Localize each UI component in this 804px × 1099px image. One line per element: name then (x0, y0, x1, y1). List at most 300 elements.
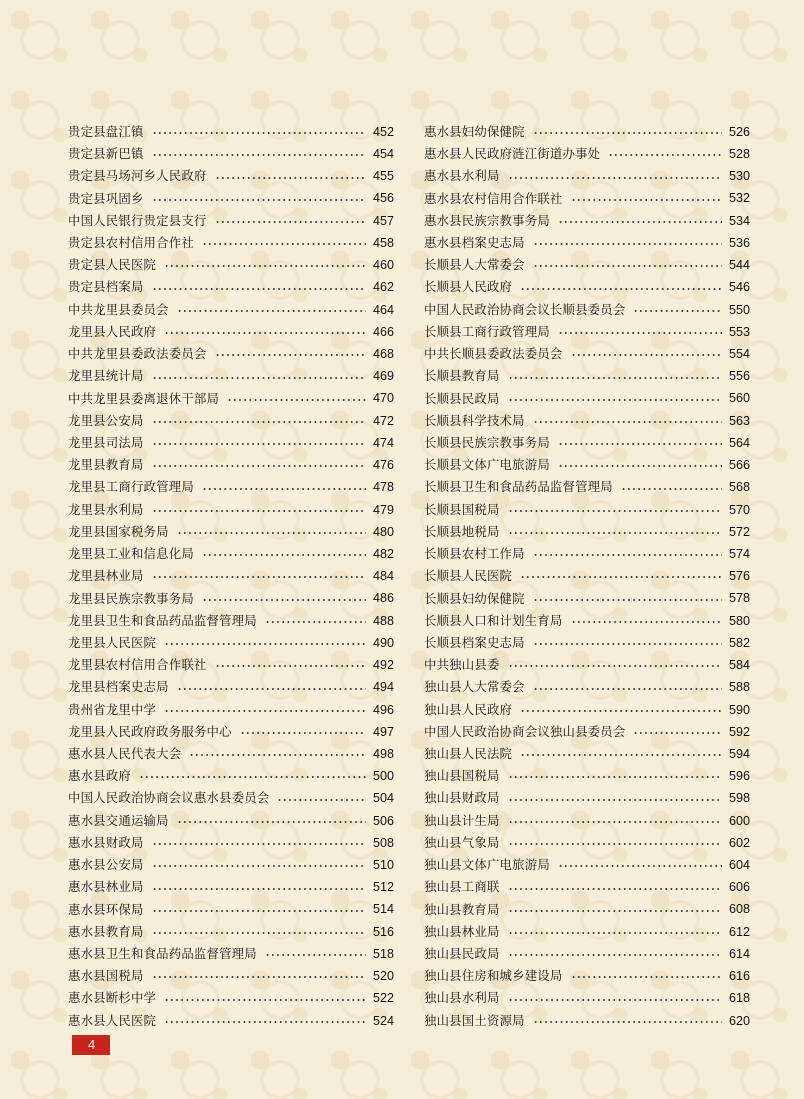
dot-leader (215, 354, 367, 356)
toc-entry[interactable] (68, 810, 394, 832)
toc-entry-title: 惠水县交通运输局 (68, 812, 169, 828)
toc-entry-page: 455 (372, 169, 394, 184)
toc-entry-title: 长顺县国税局 (424, 501, 500, 517)
toc-entry[interactable] (424, 988, 750, 1010)
toc-entry-title: 贵定县新巴镇 (68, 146, 144, 162)
dot-leader (558, 332, 722, 334)
toc-entry-page: 460 (372, 258, 394, 273)
toc-entry-page: 556 (728, 369, 750, 384)
toc-entry-title: 中国人民银行贵定县支行 (68, 212, 207, 228)
toc-entry-title: 惠水县公安局 (68, 857, 144, 873)
dot-leader (152, 888, 366, 890)
toc-entry-page: 616 (728, 969, 750, 984)
toc-entry[interactable] (68, 743, 394, 765)
toc-entry-page: 546 (728, 280, 750, 295)
toc-entry-title: 独山县人民法院 (424, 746, 513, 762)
toc-entry[interactable] (68, 899, 394, 921)
dot-leader (520, 288, 722, 290)
toc-entry[interactable] (68, 943, 394, 965)
toc-entry-page: 578 (728, 591, 750, 606)
toc-entry-title: 长顺县农村工作局 (424, 546, 525, 562)
toc-entry[interactable] (424, 810, 750, 832)
toc-entry-page: 474 (372, 435, 394, 450)
toc-entry[interactable] (424, 299, 750, 321)
toc-entry[interactable] (68, 721, 394, 743)
toc-entry-title: 贵定县马场河乡人民政府 (68, 168, 207, 184)
toc-entry-title: 独山县民政局 (424, 946, 500, 961)
toc-entry-title: 龙里县人民政府政务服务中心 (68, 723, 232, 739)
toc-entry-page: 620 (728, 1013, 750, 1028)
toc-entry-title: 独山县国土资源局 (424, 1012, 525, 1028)
toc-entry[interactable] (424, 676, 750, 698)
toc-entry-page: 454 (372, 147, 394, 162)
toc-entry[interactable] (68, 610, 394, 632)
toc-entry-page: 584 (728, 658, 750, 673)
toc-entry-title: 龙里县工业和信息化局 (68, 546, 194, 562)
toc-entry[interactable] (424, 965, 750, 987)
toc-entry-page: 618 (728, 991, 750, 1006)
toc-entry[interactable] (68, 410, 394, 432)
toc-entry-title: 长顺县文体广电旅游局 (424, 457, 550, 473)
toc-entry-title: 中国人民政治协商会议独山县委员会 (424, 723, 626, 739)
toc-entry-page: 464 (372, 302, 394, 317)
toc-entry-page: 612 (728, 924, 750, 939)
toc-entry-page: 534 (728, 213, 750, 228)
toc-entry-page: 469 (372, 369, 394, 384)
toc-entry-title: 长顺县工商行政管理局 (424, 323, 550, 339)
dot-leader (202, 599, 366, 601)
dot-leader (164, 332, 366, 334)
toc-entry[interactable] (424, 854, 750, 876)
toc-entry-title: 龙里县林业局 (68, 568, 144, 584)
toc-entry-title: 长顺县民族宗教事务局 (424, 434, 550, 450)
toc-entry-page: 482 (372, 546, 394, 561)
toc-entry[interactable] (424, 543, 750, 565)
dot-leader (533, 265, 722, 267)
toc-entry-page: 563 (728, 413, 750, 428)
toc-entry-title: 独山县人民政府 (424, 701, 513, 717)
toc-entry-page: 572 (728, 524, 750, 539)
toc-entry-page: 479 (372, 502, 394, 517)
toc-entry-title: 龙里县水利局 (68, 501, 144, 517)
toc-entry[interactable] (68, 299, 394, 321)
toc-entry[interactable] (68, 699, 394, 721)
dot-leader (571, 199, 723, 201)
toc-entry-title: 惠水县民族宗教事务局 (424, 212, 550, 228)
toc-entry-page: 516 (372, 924, 394, 939)
toc-entry-title: 惠水县水利局 (424, 168, 500, 184)
toc-entry-title: 长顺县地税局 (424, 523, 500, 539)
toc-entry-title: 中国人民政治协商会议惠水县委员会 (68, 790, 270, 806)
dot-leader (508, 888, 722, 890)
toc-entry[interactable] (68, 343, 394, 365)
dot-leader (164, 999, 366, 1001)
toc-entry-page: 470 (372, 391, 394, 406)
dot-leader (621, 488, 722, 490)
toc-entry-page: 536 (728, 235, 750, 250)
toc-entry-page: 576 (728, 569, 750, 584)
toc-entry-page: 514 (372, 902, 394, 917)
toc-entry[interactable] (424, 143, 750, 165)
toc-entry-title: 独山县水利局 (424, 990, 500, 1006)
toc-entry[interactable] (68, 965, 394, 987)
dot-leader (508, 665, 722, 667)
toc-entry-page: 580 (728, 613, 750, 628)
dot-leader (558, 865, 722, 867)
toc-entry[interactable] (424, 410, 750, 432)
toc-entry-title: 中共龙里县委政法委员会 (68, 346, 207, 362)
dot-leader (152, 199, 366, 201)
dot-leader (633, 732, 722, 734)
toc-entry[interactable] (68, 477, 394, 499)
dot-leader (520, 754, 722, 756)
toc-entry-page: 488 (372, 613, 394, 628)
toc-entry[interactable] (68, 388, 394, 410)
toc-entry-title: 贵定县档案局 (68, 279, 144, 295)
toc-entry-title: 龙里县司法局 (68, 434, 144, 450)
toc-entry[interactable] (424, 588, 750, 610)
toc-entry[interactable] (68, 676, 394, 698)
dot-leader (139, 776, 366, 778)
toc-entry[interactable] (424, 121, 750, 143)
toc-entry-title: 龙里县民族宗教事务局 (68, 590, 194, 606)
toc-entry-page: 500 (372, 769, 394, 784)
toc-entry[interactable] (68, 143, 394, 165)
toc-entry-title: 龙里县人民政府 (68, 323, 157, 339)
dot-leader (177, 310, 366, 312)
dot-leader (265, 954, 366, 956)
toc-entry-title: 长顺县民政局 (424, 390, 500, 406)
toc-entry-title: 独山县林业局 (424, 923, 500, 939)
toc-entry-title: 贵定县盘江镇 (68, 123, 144, 139)
toc-entry-title: 惠水县档案史志局 (424, 235, 525, 250)
toc-entry-page: 528 (728, 147, 750, 162)
toc-entry[interactable] (424, 943, 750, 965)
toc-entry-title: 长顺县人口和计划生育局 (424, 612, 563, 628)
toc-entry[interactable] (424, 343, 750, 365)
toc-entry-page: 518 (372, 946, 394, 961)
toc-entry[interactable] (424, 876, 750, 898)
toc-entry[interactable] (424, 254, 750, 276)
dot-leader (215, 177, 367, 179)
toc-entry-title: 惠水县国税局 (68, 968, 144, 984)
toc-entry-title: 独山县文体广电旅游局 (424, 857, 550, 873)
toc-entry-title: 独山县住房和城乡建设局 (424, 968, 563, 984)
dot-leader (508, 910, 722, 912)
toc-entry-title: 惠水县政府 (68, 768, 131, 784)
toc-entry[interactable] (424, 610, 750, 632)
dot-leader (633, 310, 722, 312)
toc-entry-title: 惠水县环保局 (68, 901, 144, 917)
toc-entry[interactable] (68, 165, 394, 187)
toc-entry[interactable] (424, 165, 750, 187)
toc-entry[interactable] (424, 277, 750, 299)
dot-leader (533, 599, 722, 601)
dot-leader (177, 821, 366, 823)
dot-leader (508, 532, 722, 534)
toc-entry-page: 532 (728, 191, 750, 206)
dot-leader (508, 799, 722, 801)
toc-entry[interactable] (424, 565, 750, 587)
toc-entry[interactable] (424, 188, 750, 210)
dot-leader (520, 710, 722, 712)
toc-entry-title: 长顺县人大常委会 (424, 257, 525, 273)
toc-entry[interactable] (424, 899, 750, 921)
toc-entry[interactable] (424, 210, 750, 232)
dot-leader (508, 821, 722, 823)
toc-entry-page: 606 (728, 880, 750, 895)
toc-entry-title: 龙里县统计局 (68, 368, 144, 384)
dot-leader (152, 932, 366, 934)
dot-leader (152, 377, 366, 379)
toc-entry-page: 604 (728, 858, 750, 873)
toc-entry[interactable] (424, 788, 750, 810)
dot-leader (164, 710, 366, 712)
toc-entry-page: 544 (728, 258, 750, 273)
toc-entry-page: 598 (728, 791, 750, 806)
toc-entry[interactable] (68, 521, 394, 543)
toc-entry-title: 龙里县人民医院 (68, 634, 157, 650)
toc-entry[interactable] (424, 721, 750, 743)
toc-entry-title: 独山县工商联 (424, 879, 500, 895)
toc-entry[interactable] (424, 743, 750, 765)
toc-entry-page: 486 (372, 591, 394, 606)
dot-leader (265, 621, 366, 623)
toc-entry[interactable] (424, 432, 750, 454)
toc-left-column (68, 121, 394, 1032)
toc-entry-page: 476 (372, 458, 394, 473)
toc-entry[interactable] (424, 1010, 750, 1032)
dot-leader (152, 465, 366, 467)
toc-entry[interactable] (68, 988, 394, 1010)
toc-entry-page: 492 (372, 658, 394, 673)
toc-entry-title: 独山县财政局 (424, 790, 500, 806)
dot-leader (152, 976, 366, 978)
toc-entry-title: 贵定县巩固乡 (68, 190, 144, 206)
dot-leader (152, 288, 366, 290)
toc-entry[interactable] (424, 921, 750, 943)
dot-leader (215, 665, 367, 667)
toc-entry-page: 550 (728, 302, 750, 317)
toc-entry[interactable] (68, 854, 394, 876)
toc-entry-title: 中共龙里县委离退休干部局 (68, 390, 220, 406)
dot-leader (508, 932, 722, 934)
toc-entry-page: 458 (372, 235, 394, 250)
toc-entry-page: 570 (728, 502, 750, 517)
toc-entry-page: 468 (372, 347, 394, 361)
toc-entry[interactable] (424, 832, 750, 854)
dot-leader (533, 688, 722, 690)
toc-entry-title: 长顺县卫生和食品药品监督管理局 (424, 479, 613, 495)
toc-entry[interactable] (68, 921, 394, 943)
toc-entry[interactable] (424, 521, 750, 543)
toc-entry[interactable] (424, 477, 750, 499)
toc-entry[interactable] (424, 499, 750, 521)
toc-entry[interactable] (424, 232, 750, 254)
dot-leader (202, 488, 366, 490)
dot-leader (240, 732, 366, 734)
toc-entry-title: 贵定县人民医院 (68, 257, 157, 273)
dot-leader (152, 443, 366, 445)
toc-entry[interactable] (68, 499, 394, 521)
toc-entry-page: 564 (728, 435, 750, 450)
toc-entry-title: 中共长顺县委政法委员会 (424, 346, 563, 362)
dot-leader (571, 354, 723, 356)
toc-entry-page: 588 (728, 680, 750, 695)
toc-entry-page: 456 (372, 191, 394, 206)
toc-entry-page: 614 (728, 946, 750, 961)
dot-leader (508, 377, 722, 379)
toc-entry[interactable] (68, 432, 394, 454)
toc-entry[interactable] (68, 210, 394, 232)
dot-leader (558, 221, 722, 223)
toc-entry-page: 504 (372, 791, 394, 806)
toc-entry[interactable] (68, 632, 394, 654)
toc-entry[interactable] (424, 365, 750, 387)
dot-leader (152, 843, 366, 845)
toc-entry-page: 510 (372, 858, 394, 873)
toc-entry[interactable] (424, 699, 750, 721)
toc-entry-title: 独山县气象局 (424, 834, 500, 850)
toc-entry-title: 惠水县人民代表大会 (68, 746, 182, 762)
toc-entry-page: 554 (728, 347, 750, 361)
toc-entry-title: 龙里县国家税务局 (68, 523, 169, 539)
toc-entry-title: 惠水县农村信用合作联社 (424, 190, 563, 206)
toc-entry-title: 长顺县妇幼保健院 (424, 590, 525, 606)
dot-leader (189, 754, 366, 756)
toc-entry-page: 462 (372, 280, 394, 295)
toc-entry-page: 480 (372, 524, 394, 539)
toc-entry-page: 457 (372, 213, 394, 228)
toc-entry-title: 独山县国税局 (424, 768, 500, 784)
dot-leader (533, 643, 722, 645)
toc-entry-title: 惠水县人民政府涟江街道办事处 (424, 146, 601, 162)
toc-right-column (424, 121, 750, 1032)
toc-entry-page: 600 (728, 813, 750, 828)
toc-entry-page: 494 (372, 680, 394, 695)
toc-entry-page: 566 (728, 458, 750, 473)
dot-leader (508, 843, 722, 845)
toc-entry[interactable] (68, 277, 394, 299)
dot-leader (508, 999, 722, 1001)
toc-entry[interactable] (68, 232, 394, 254)
toc-entry[interactable] (424, 632, 750, 654)
toc-entry-title: 惠水县财政局 (68, 834, 144, 850)
toc-entry[interactable] (68, 365, 394, 387)
toc-entry-page: 496 (372, 702, 394, 717)
toc-entry[interactable] (424, 654, 750, 676)
toc-entry[interactable] (68, 321, 394, 343)
toc-entry-title: 惠水县断杉中学 (68, 990, 157, 1006)
dot-leader (508, 177, 722, 179)
toc-entry-title: 龙里县农村信用合作联社 (68, 657, 207, 673)
toc-entry-title: 长顺县教育局 (424, 368, 500, 384)
dot-leader (202, 554, 366, 556)
toc-entry-title: 中国人民政治协商会议长顺县委员会 (424, 301, 626, 317)
toc-entry-page: 590 (728, 702, 750, 717)
dot-leader (508, 954, 722, 956)
toc-entry-title: 惠水县林业局 (68, 879, 144, 895)
toc-entry-title: 龙里县公安局 (68, 412, 144, 428)
toc-entry-title: 贵定县农村信用合作社 (68, 235, 194, 250)
toc-entry[interactable] (68, 876, 394, 898)
toc-entry-title: 龙里县教育局 (68, 457, 144, 473)
dot-leader (608, 154, 722, 156)
dot-leader (508, 510, 722, 512)
toc-entry[interactable] (68, 1010, 394, 1032)
toc-entry-page: 508 (372, 835, 394, 850)
toc-entry-page: 560 (728, 391, 750, 406)
toc-entry[interactable] (68, 254, 394, 276)
toc-entry-title: 龙里县工商行政管理局 (68, 479, 194, 495)
toc-entry-page: 526 (728, 124, 750, 139)
toc-entry[interactable] (424, 388, 750, 410)
toc-entry-title: 惠水县妇幼保健院 (424, 123, 525, 139)
dot-leader (277, 799, 366, 801)
dot-leader (152, 865, 366, 867)
toc-entry[interactable] (68, 454, 394, 476)
dot-leader (508, 776, 722, 778)
page-number-badge (72, 1035, 110, 1055)
toc-entry[interactable] (424, 454, 750, 476)
dot-leader (164, 643, 366, 645)
dot-leader (558, 465, 722, 467)
toc-entry-page: 520 (372, 969, 394, 984)
toc-entry-title: 中共独山县委 (424, 657, 500, 673)
dot-leader (533, 132, 722, 134)
toc-entry[interactable] (68, 588, 394, 610)
dot-leader (215, 221, 367, 223)
toc-entry[interactable] (424, 765, 750, 787)
toc-entry-title: 独山县人大常委会 (424, 679, 525, 695)
toc-entry-title: 长顺县科学技术局 (424, 412, 525, 428)
toc-entry-page: 490 (372, 635, 394, 650)
toc-entry-page: 466 (372, 324, 394, 339)
toc-entry[interactable] (68, 543, 394, 565)
dot-leader (164, 265, 366, 267)
toc-entry[interactable] (68, 654, 394, 676)
toc-entry-page: 478 (372, 480, 394, 495)
toc-entry-title: 中共龙里县委员会 (68, 301, 169, 317)
dot-leader (152, 421, 366, 423)
toc-entry[interactable] (68, 788, 394, 810)
toc-entry-page: 512 (372, 880, 394, 895)
dot-leader (202, 243, 366, 245)
toc-entry[interactable] (68, 832, 394, 854)
dot-leader (508, 399, 722, 401)
toc-entry-page: 574 (728, 546, 750, 561)
toc-entry-page: 497 (372, 724, 394, 739)
toc-entry[interactable] (68, 121, 394, 143)
toc-entry-title: 贵州省龙里中学 (68, 701, 157, 717)
page-number: 4 (88, 1037, 96, 1052)
dot-leader (152, 132, 366, 134)
dot-leader (152, 910, 366, 912)
toc-entry[interactable] (68, 765, 394, 787)
toc-entry-page: 592 (728, 724, 750, 739)
toc-entry-title: 惠水县人民医院 (68, 1012, 157, 1028)
toc-entry-title: 惠水县卫生和食品药品监督管理局 (68, 946, 257, 961)
toc-entry-title: 龙里县档案史志局 (68, 679, 169, 695)
toc-entry[interactable] (424, 321, 750, 343)
toc-entry[interactable] (68, 188, 394, 210)
dot-leader (533, 421, 722, 423)
dot-leader (571, 976, 723, 978)
toc-entry-page: 608 (728, 902, 750, 917)
toc-entry[interactable] (68, 565, 394, 587)
toc-entry-page: 553 (728, 324, 750, 339)
dot-leader (558, 443, 722, 445)
